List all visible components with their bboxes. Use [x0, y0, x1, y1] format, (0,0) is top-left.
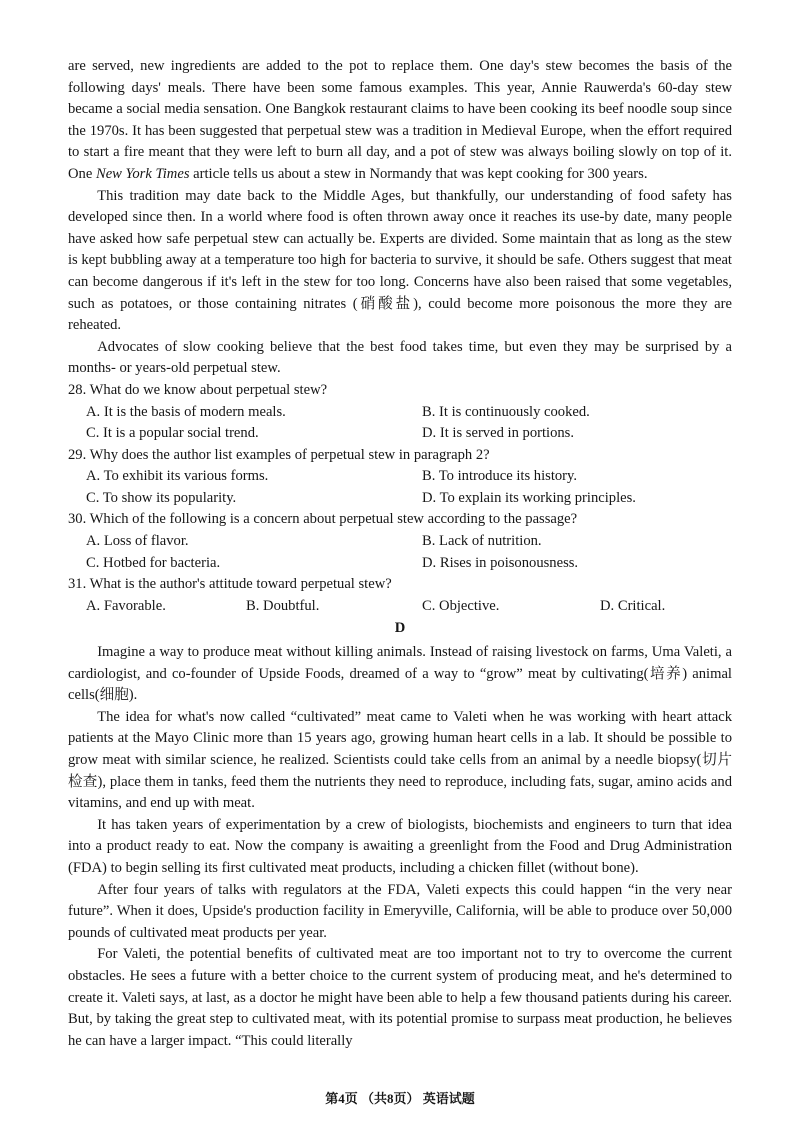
- passage-d-paragraph-3: It has taken years of experimentation by a crew of biologists, biochemists and engineers to turn that idea into a product ready to eat. Now the company is awaiting a greenlight from the Food and Drug Administration (FDA) to begin selling its first cultivated meat products, including a chicken fillet (without bone).: [68, 816, 732, 876]
- question-stem: 30. Which of the following is a concern about perpetual stew according to the passage?: [68, 511, 578, 528]
- passage-c-paragraph-3: Advocates of slow cooking believe that the best food takes time, but even they may be surprised by a months- or years-old perpetual stew.: [68, 338, 732, 377]
- question-31: [68, 574, 732, 617]
- newspaper-title: New York Times: [95, 165, 190, 182]
- option-b: B. It is continuously cooked.: [422, 403, 590, 420]
- page-footer: 第4页 （共8页） 英语试题: [325, 1091, 475, 1106]
- option-a: A. Loss of flavor.: [86, 533, 189, 550]
- question-28: [68, 380, 732, 445]
- exam-page: [68, 56, 732, 1052]
- question-29: [68, 445, 732, 510]
- option-d: D. To explain its working principles.: [422, 489, 636, 506]
- question-stem: 29. Why does the author list examples of perpetual stew in paragraph 2?: [68, 446, 490, 463]
- option-d: D. Critical.: [600, 597, 666, 614]
- option-c: C. To show its popularity.: [86, 489, 237, 506]
- option-c: C. Objective.: [422, 597, 500, 614]
- option-a: A. Favorable.: [86, 597, 166, 614]
- passage-d-paragraph-2: The idea for what's now called “cultivated” meat came to Valeti when he was working with heart attack patients at the Mayo Clinic more than 15 years ago, growing human heart cells in a lab. It should be possible to grow meat with similar science, he realized. Scientists could take cells from an animal by a needle biopsy(切片检查), place them in tanks, feed them the nutrients they need to reproduce, including fats, sugar, amino acids and vitamins, and end up with meat.: [68, 708, 732, 812]
- option-d: D. It is served in portions.: [422, 425, 575, 442]
- option-c: C. It is a popular social trend.: [86, 425, 259, 442]
- passage-d-paragraph-4: After four years of talks with regulators at the FDA, Valeti expects this could happen “in the very near future”. When it does, Upside's production facility in Emeryville, California, will be able to produce over 50,000 pounds of cultivated meat products per year.: [68, 881, 732, 941]
- passage-c-paragraph-1: are served, new ingredients are added to the pot to replace them. One day's stew becomes the basis of the following days' meals. There have been some famous examples. This year, Annie Rauwerda's 60-day stew became a social media sensation. One Bangkok restaurant claims to have been cooking its beef noodle soup since the 1970s. It has been suggested that perpetual stew was a tradition in Medieval Europe, when the effort required to start a fire meant that they were left to burn all day, and a pot of stew was always boiling slowly on top of it. One New York Times article tells us about a stew in Normandy that was kept cooking for 300 years.: [68, 58, 732, 182]
- option-b: B. Doubtful.: [246, 597, 320, 614]
- question-stem: 31. What is the author's attitude toward perpetual stew?: [68, 576, 392, 593]
- question-stem: 28. What do we know about perpetual stew?: [68, 381, 328, 398]
- passage-c-paragraph-2: This tradition may date back to the Middle Ages, but thankfully, our understanding of food safety has developed since then. In a world where food is often thrown away once it reaches its use-by date, many people have asked how safe perpetual stew can actually be. Experts are divided. Some maintain that as long as the stew is kept bubbling away at a temperature too high for bacteria to survive, it should be safe. Others suggest that meat can become dangerous if it's left in the stew for too long. Concerns have also been raised that some vegetables, such as potatoes, or those containing nitrates (硝酸盐), could become more poisonous the more they are reheated.: [68, 187, 732, 334]
- question-30: [68, 509, 732, 574]
- option-b: B. To introduce its history.: [422, 468, 578, 485]
- passage-d-paragraph-1: Imagine a way to produce meat without killing animals. Instead of raising livestock on farms, Uma Valeti, a cardiologist, and co-founder of Upside Foods, dreamed of a way to “grow” meat by cultivating(培养) animal cells(细胞).: [68, 644, 732, 704]
- option-b: B. Lack of nutrition.: [422, 533, 542, 550]
- option-c: C. Hotbed for bacteria.: [86, 554, 221, 571]
- section-heading: D: [394, 620, 406, 637]
- option-a: A. To exhibit its various forms.: [86, 468, 269, 485]
- option-a: A. It is the basis of modern meals.: [86, 403, 286, 420]
- passage-d-paragraph-5: For Valeti, the potential benefits of cultivated meat are too important not to try to overcome the current obstacles. He sees a future with a better choice to the current system of producing meat, and he's determined to create it. Valeti says, at last, as a doctor he might have been able to help a few thousand patients during his career. But, by taking the great step to cultivated meat, with its potential promise to surpass meat production, he believes he can have a larger impact. “This could literally: [68, 946, 732, 1049]
- option-d: D. Rises in poisonousness.: [422, 554, 579, 571]
